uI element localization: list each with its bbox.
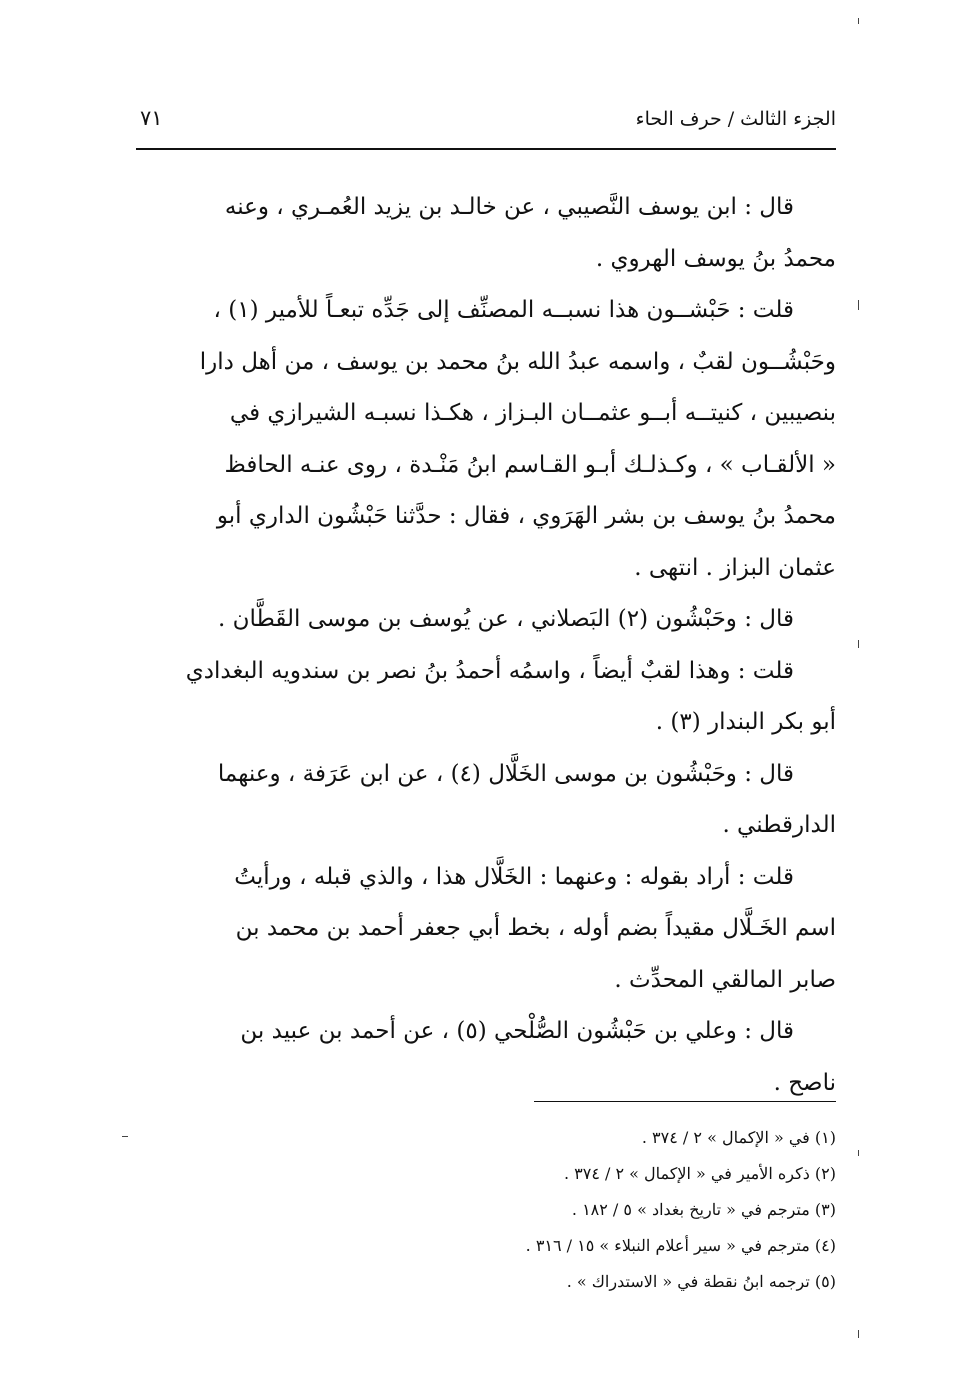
text-line: صابر المالقي المحدِّث .: [614, 966, 836, 993]
text-line: قال : وحَبْشُون (٢) البَصلاني ، عن يُوسف بن موسى القَطَّان .: [217, 606, 794, 632]
page-header: [136, 102, 836, 150]
text-line: أبو بكر البندار (٣) .: [655, 709, 836, 735]
text-line: الدارقطني .: [722, 812, 836, 838]
text-line: قال : وحَبْشُون بن موسى الخَلَّال (٤) ، عن ابن عَرَفة ، وعنهما: [217, 760, 794, 787]
text-line: وحَبْشُــون لقبٌ ، واسمه عبدُ الله بنُ محمد بن يوسف ، من أهل دارا: [199, 348, 836, 375]
text-line: قلت : أراد بقوله : وعنهما : الخَلَّال هذا ، والذي قبله ، ورأيتُ: [234, 863, 794, 890]
text-line: محمدُ بنُ يوسف بن بشر الهَرَوي ، فقال : حدَّثنا حَبْشُون الداري أبو: [216, 503, 836, 529]
footnote-divider: [534, 1101, 836, 1102]
text-line: عثمان البزاز . انتهى .: [634, 554, 836, 581]
text-line: بنصيبين ، كنيتــه أبــو عثمــان البـزاز ، هكـذا نسبـه الشيرازي في: [229, 400, 836, 426]
footnote: (٢) ذكره الأمير في « الإكمال » ٢ / ٣٧٤ .: [563, 1164, 836, 1183]
footnote: (٤) مترجم في « سير أعلام النبلاء » ١٥ / ٣١٦ .: [525, 1236, 836, 1255]
text-line: محمدُ بنُ يوسف الهروي .: [595, 245, 836, 272]
text-line: قلت : حَبْشــون هذا نسبــه المصنِّف إلى جَدِّه تبعـاً للأمير (١) ،: [213, 297, 794, 323]
page-number: ٧١: [140, 106, 163, 130]
text-line: قلت : وهذا لقبٌ أيضاً ، واسمُه أحمدُ بنُ نصر بن سندويه البغدادي: [185, 657, 794, 684]
scan-speck: [858, 640, 859, 648]
text-line: ناصح .: [773, 1069, 836, 1096]
footnotes: [136, 1120, 836, 1300]
text-line: اسم الخَـلَّال مقيداً بضم أوله ، بخط أبي جعفر أحمد بن محمد بن: [235, 915, 836, 941]
footnote: (١) في « الإكمال » ٢ / ٣٧٤ .: [641, 1128, 836, 1147]
footnote: (٣) مترجم في « تاريخ بغداد » ٥ / ١٨٢ .: [571, 1200, 836, 1219]
scan-speck: [858, 18, 859, 24]
text-line: قال : وعلي بن حَبْشُون الصُّلْحي (٥) ، عن أحمد بن عبيد بن: [240, 1018, 794, 1044]
running-head: الجزء الثالث / حرف الحاء: [635, 108, 836, 130]
scan-speck: [858, 300, 859, 310]
scan-speck: [122, 1136, 128, 1137]
scan-speck: [858, 1150, 859, 1156]
footnote: (٥) ترجمه ابنُ نقطة في « الاستدراك » .: [566, 1272, 836, 1291]
text-line: قال : ابن يوسف النَّصيبي ، عن خالـد بن يزيد العُمـري ، وعنه: [224, 194, 794, 220]
text-line: « الألقـاب » ، وكـذلـك أبـو القـاسم ابنُ مَنْـدة ، روى عنـه الحافظ: [224, 451, 836, 478]
scan-speck: [858, 1330, 859, 1338]
main-text: [136, 182, 836, 1109]
